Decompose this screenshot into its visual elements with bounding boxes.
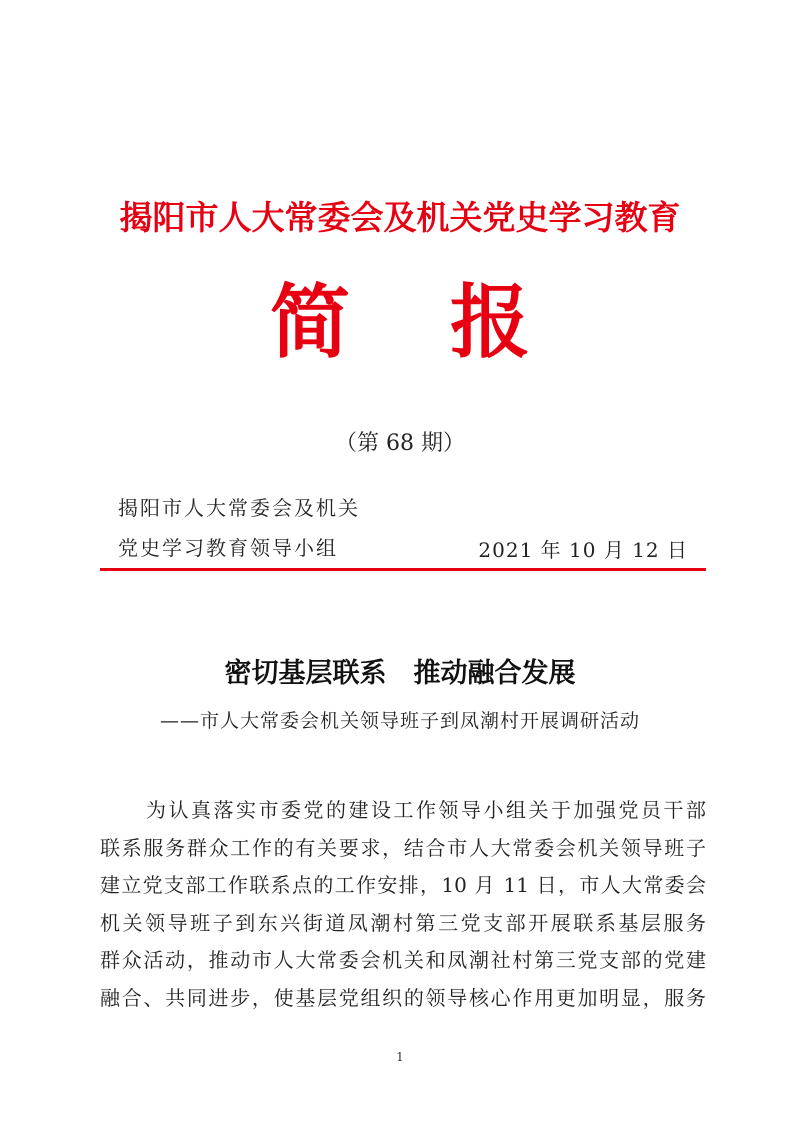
masthead: 揭阳市人大常委会及机关党史学习教育 xyxy=(119,198,681,237)
body-line: 建立党支部工作联系点的工作安排，10 月 11 日，市人大常委会 xyxy=(100,873,706,897)
body-line: 融合、共同进步，使基层党组织的领导核心作用更加明显，服务 xyxy=(100,985,706,1010)
issue-date: 2021 年 10 月 12 日 xyxy=(478,538,688,562)
article-subtitle: ——市人大常委会机关领导班子到凤潮村开展调研活动 xyxy=(159,710,640,732)
article-body xyxy=(100,792,706,1017)
issue-number: （第 68 期） xyxy=(335,431,465,456)
issuer-line-2: 党史学习教育领导小组 xyxy=(118,536,338,560)
issuer-line-1: 揭阳市人大常委会及机关 xyxy=(118,496,360,520)
bulletin-title-char-jian: 简 xyxy=(270,275,350,369)
body-line: 联系服务群众工作的有关要求，结合市人大常委会机关领导班子 xyxy=(100,835,706,860)
article-title: 密切基层联系 推动融合发展 xyxy=(224,658,576,689)
bulletin-title-char-bao: 报 xyxy=(450,275,530,369)
body-line: 机关领导班子到东兴街道凤潮村第三党支部开展联系基层服务 xyxy=(100,910,706,935)
page-number: 1 xyxy=(396,1050,404,1064)
body-line: 群众活动，推动市人大常委会机关和凤潮社村第三党支部的党建 xyxy=(100,948,706,972)
bulletin-title xyxy=(0,272,800,372)
body-line: 为认真落实市委党的建设工作领导小组关于加强党员干部 xyxy=(146,798,706,822)
red-divider-rule xyxy=(100,568,706,571)
